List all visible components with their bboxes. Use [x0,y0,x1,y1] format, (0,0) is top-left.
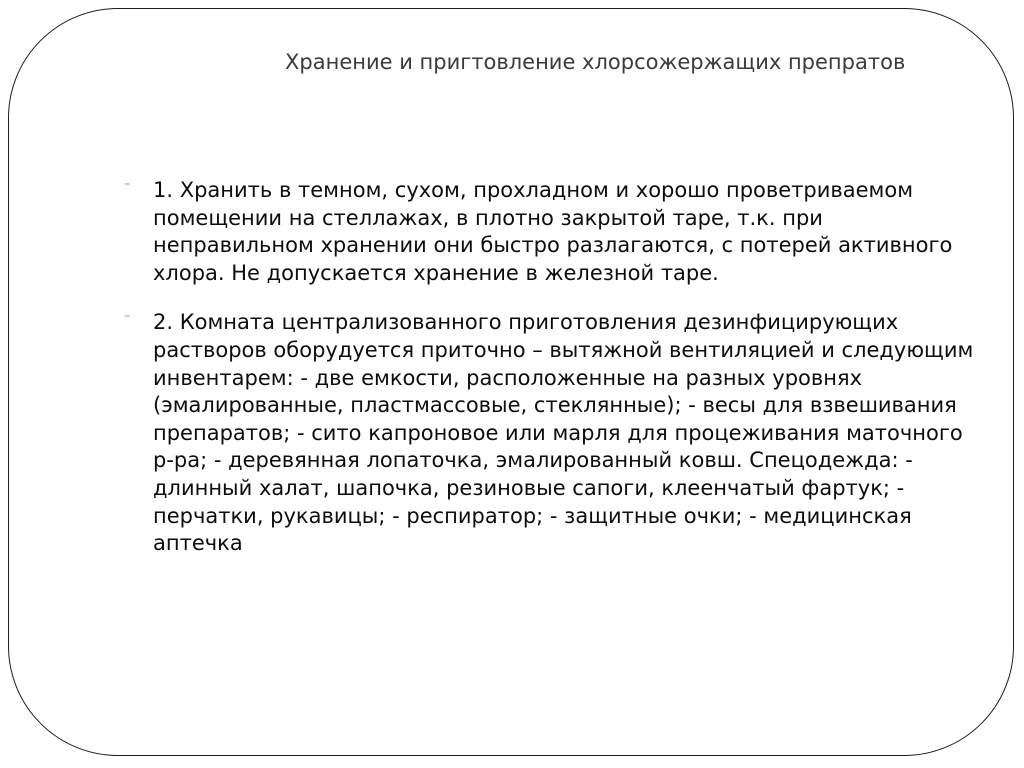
bullet-list [119,177,979,580]
list-item [119,177,979,287]
list-item-text: 2. Комната централизованного приготовления дезинфицирующих растворов оборудуется приточно – вытяжной вентиляцией и следующим инвентарем: - две емкости, расположенные на разных уровнях (эмалированные, пластмассовые, стеклянные); - весы для взвешивания препаратов; - сито капроновое или марля для процеживания маточного р-ра; - деревянная лопаточка, эмалированный ковш. Спецодежда: - длинный халат, шапочка, резиновые сапоги, клеенчатый фартук; - перчатки, рукавицы; - респиратор; - защитные очки; - медицинская аптечка [153,310,974,556]
list-item-text: 1. Хранить в темном, сухом, прохладном и хорошо проветриваемом помещении на стеллажах, в плотно закрытой таре, т.к. при неправильном хранении они быстро разлагаются, с потерей активного хлора. Не допускается хранение в железной таре. [153,178,953,285]
slide-title: Хранение и пригтовление хлорсожержащих препратов [285,50,906,74]
slide-frame [8,8,1014,756]
bullet-icon: ⁼ [124,179,131,193]
bullet-icon: ⁼ [124,311,131,326]
list-item [119,309,979,557]
